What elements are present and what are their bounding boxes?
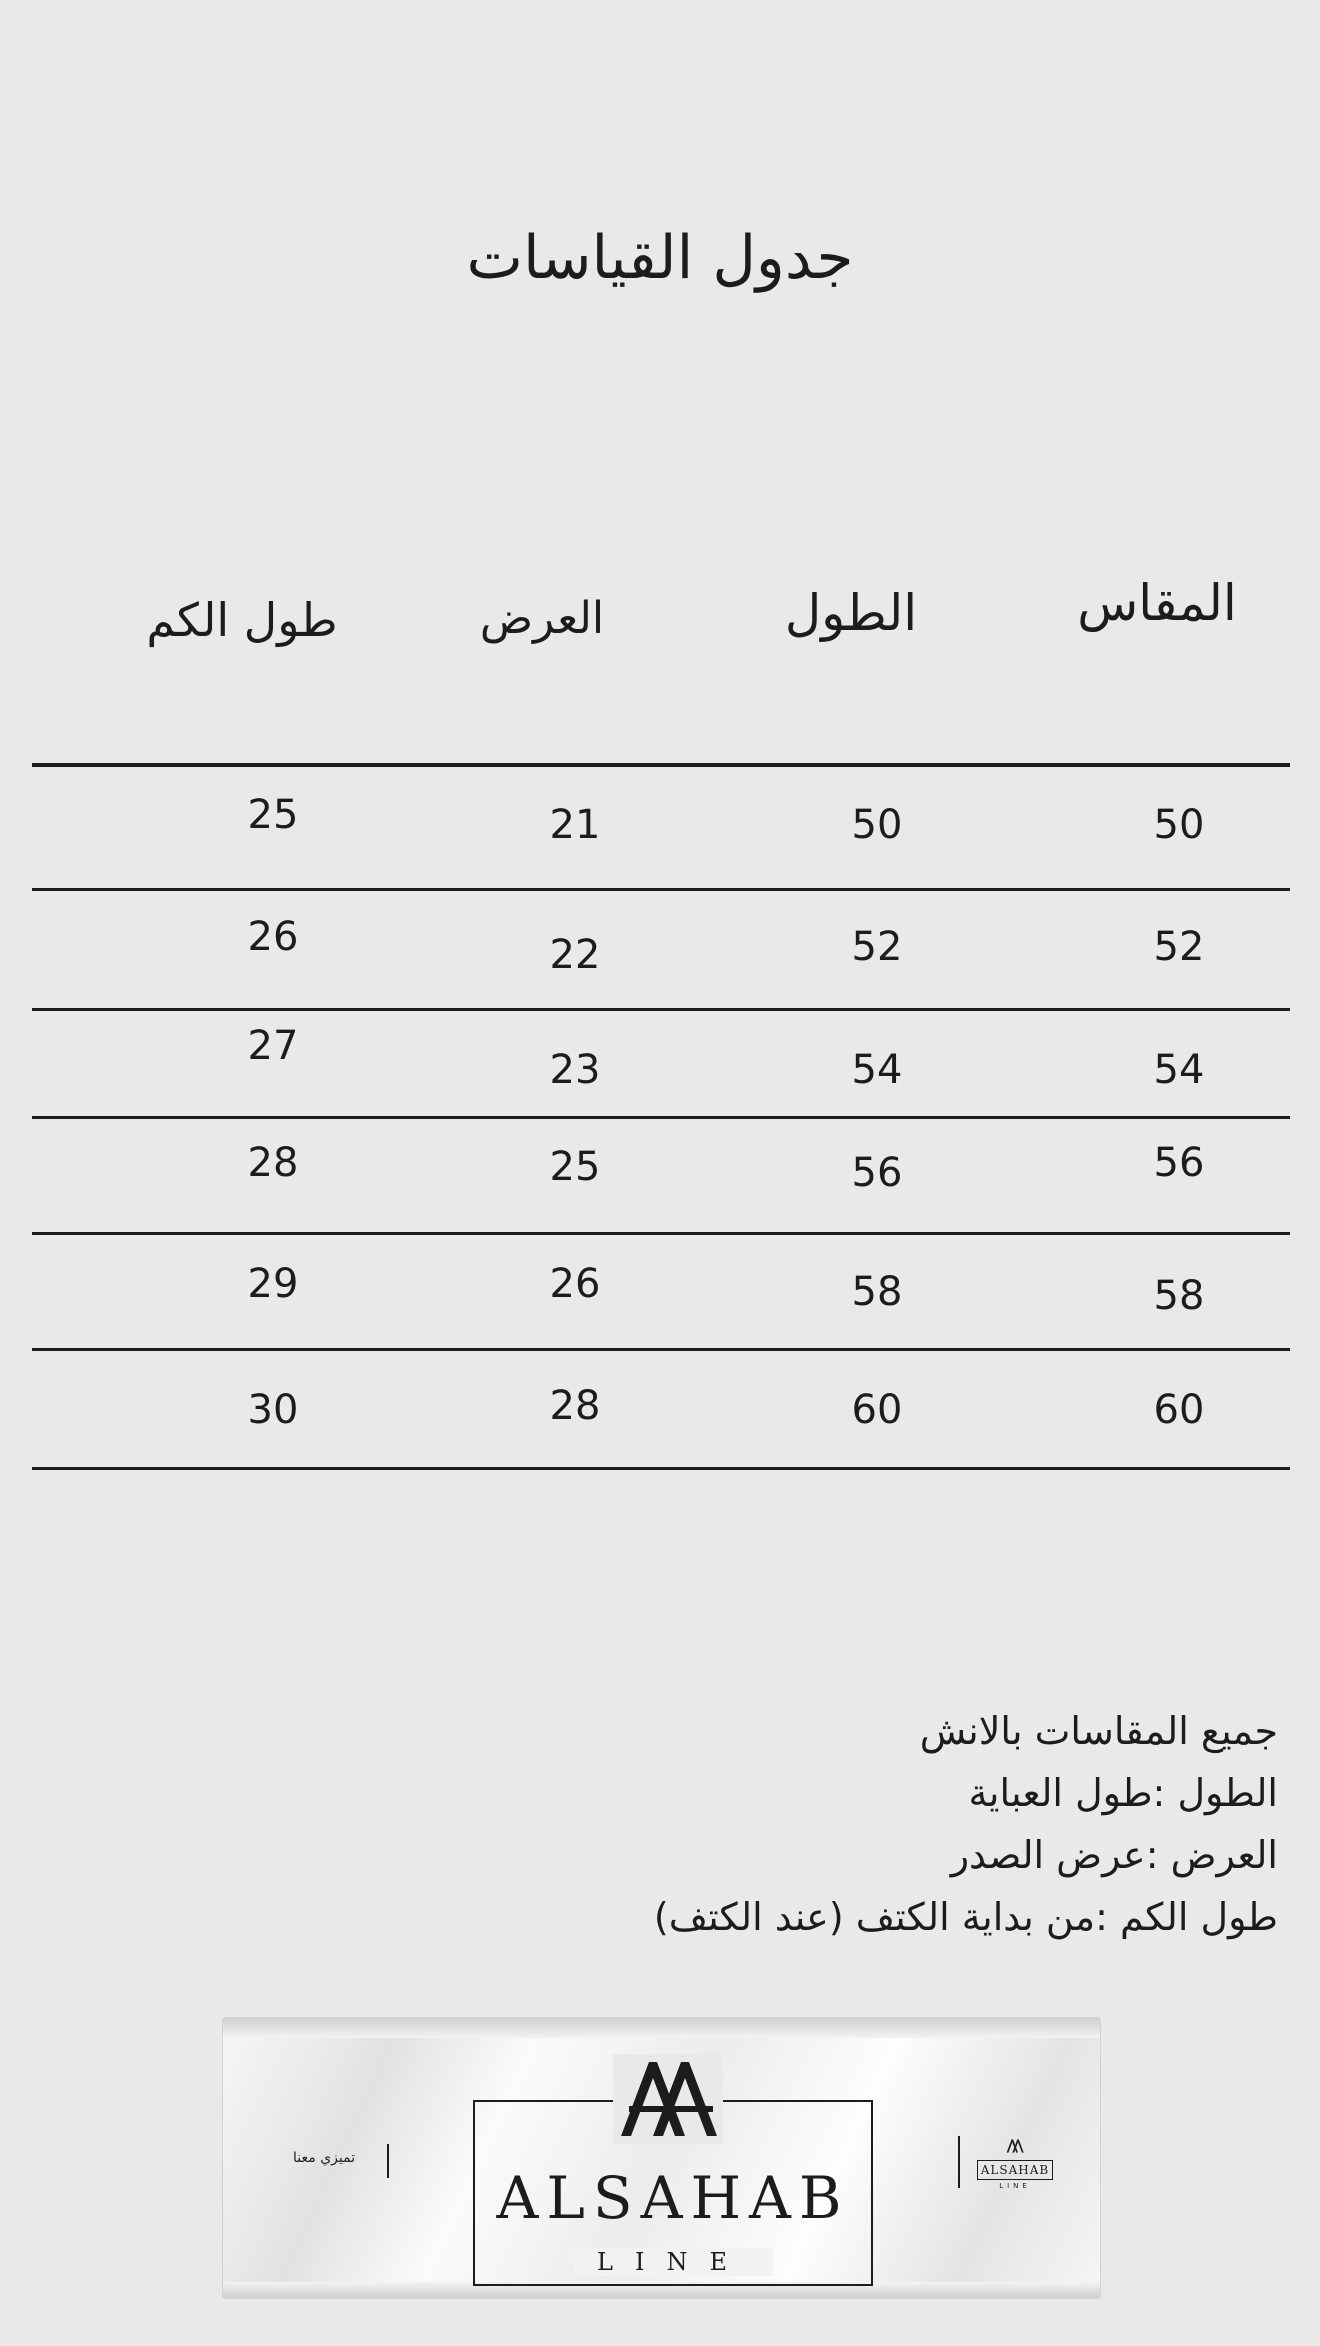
header-divider xyxy=(32,763,1290,767)
row-divider xyxy=(32,1348,1290,1351)
cell-size: 54 xyxy=(1153,1047,1205,1093)
cell-length: 58 xyxy=(851,1269,903,1315)
page-title: جدول القياسات xyxy=(466,223,854,293)
mini-logo-mark-icon xyxy=(1003,2138,1027,2154)
cell-sleeve: 26 xyxy=(247,914,299,960)
cell-length: 56 xyxy=(851,1150,903,1196)
size-notes xyxy=(378,1700,1278,1948)
cell-width: 23 xyxy=(549,1047,601,1093)
cell-sleeve: 30 xyxy=(247,1387,299,1433)
cell-length: 60 xyxy=(851,1387,903,1433)
table-row xyxy=(32,914,1290,978)
cell-size: 58 xyxy=(1153,1273,1205,1319)
cell-sleeve: 29 xyxy=(247,1261,299,1307)
cell-width: 26 xyxy=(549,1261,601,1307)
header-sleeve: طول الكم xyxy=(146,593,338,647)
cell-sleeve: 25 xyxy=(247,792,299,838)
cell-length: 50 xyxy=(851,802,903,848)
cell-sleeve: 28 xyxy=(247,1140,299,1186)
brand-tagline: تميزي معنا xyxy=(293,2150,356,2166)
cell-length: 54 xyxy=(851,1047,903,1093)
table-row xyxy=(32,1380,1290,1440)
note-length: الطول :طول العباية xyxy=(968,1771,1278,1815)
brand-subname: LINE xyxy=(573,2248,773,2276)
tagline-divider xyxy=(387,2144,389,2178)
cell-width: 25 xyxy=(549,1144,601,1190)
table-row xyxy=(32,792,1290,855)
cell-length: 52 xyxy=(851,924,903,970)
mini-brand-name: ALSAHAB xyxy=(977,2160,1053,2180)
header-length: الطول xyxy=(784,584,918,642)
note-width: العرض :عرض الصدر xyxy=(950,1833,1278,1877)
cell-size: 50 xyxy=(1153,802,1205,848)
cell-size: 60 xyxy=(1153,1387,1205,1433)
mini-logo-divider xyxy=(958,2136,960,2188)
note-units: جميع المقاسات بالانش xyxy=(919,1709,1278,1753)
row-divider xyxy=(32,1116,1290,1119)
logo-mark-icon xyxy=(613,2054,723,2144)
row-divider xyxy=(32,888,1290,891)
row-divider xyxy=(32,1232,1290,1235)
banner-top-edge xyxy=(223,2018,1100,2038)
cell-sleeve: 27 xyxy=(247,1023,299,1069)
header-width: العرض xyxy=(479,593,605,644)
row-divider xyxy=(32,1008,1290,1011)
cell-size: 52 xyxy=(1153,924,1205,970)
mini-logo xyxy=(970,2138,1060,2198)
table-row xyxy=(32,1140,1290,1203)
table-row xyxy=(32,1262,1290,1322)
cell-width: 21 xyxy=(549,802,601,848)
table-header xyxy=(32,575,1292,675)
brand-name: ALSAHAB xyxy=(496,2164,850,2232)
cell-width: 22 xyxy=(549,932,601,978)
header-size: المقاس xyxy=(1077,574,1237,632)
table-row xyxy=(32,1023,1290,1100)
row-divider xyxy=(32,1467,1290,1470)
cell-width: 28 xyxy=(549,1383,601,1429)
brand-banner xyxy=(222,2017,1101,2299)
note-sleeve: طول الكم :من بداية الكتف (عند الكتف) xyxy=(653,1895,1278,1939)
cell-size: 56 xyxy=(1153,1140,1205,1186)
mini-brand-sub: LINE xyxy=(999,2182,1031,2190)
